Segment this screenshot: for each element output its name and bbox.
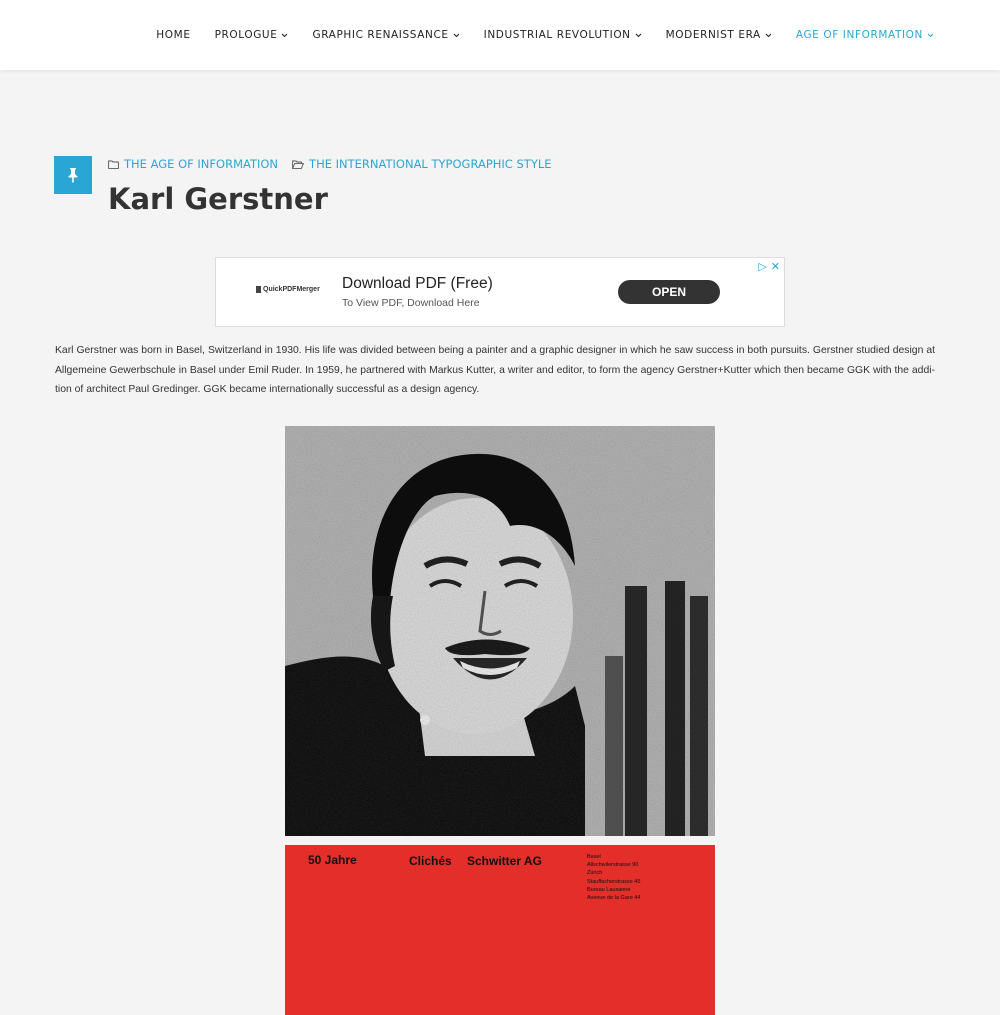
ad-open-button[interactable]: OPEN	[618, 280, 720, 304]
poster-address	[587, 853, 640, 902]
poster-address-line: Zürich	[587, 870, 603, 877]
thumbtack-icon	[66, 167, 80, 183]
close-icon[interactable]: ✕	[770, 261, 780, 273]
adchoices-icon[interactable]: ▷	[758, 261, 767, 273]
folder-open-icon	[292, 160, 304, 169]
nav-graphic-renaissance[interactable]	[312, 29, 459, 41]
chevron-down-icon	[635, 33, 642, 38]
ad-banner[interactable]	[215, 257, 785, 327]
poster-address-line: Bureau Lausanne	[587, 886, 631, 893]
nav-age-of-information[interactable]	[796, 29, 934, 41]
page-title: Karl Gerstner	[108, 182, 328, 216]
portrait-photo	[285, 426, 715, 836]
nav-prologue[interactable]	[215, 29, 289, 41]
poster-cliches: Clichés	[409, 854, 452, 868]
schwitter-poster	[285, 845, 715, 1015]
portrait-image	[285, 426, 715, 836]
category-link-age-of-information[interactable]	[108, 157, 278, 171]
poster-address-line: Avenue de la Gare 44	[587, 895, 641, 902]
document-icon	[256, 286, 261, 293]
post-format-badge	[54, 156, 92, 194]
post-categories	[108, 156, 566, 172]
chevron-down-icon	[281, 33, 288, 38]
nav-prologue-label: PROLOGUE	[214, 29, 278, 41]
nav-home-label: HOME	[156, 29, 191, 41]
nav-graphic-renaissance-label: GRAPHIC RENAISSANCE	[312, 29, 449, 41]
poster-address-line: Basel	[587, 854, 601, 860]
site-header	[0, 0, 1000, 70]
poster-company: Schwitter AG	[467, 854, 542, 868]
nav-industrial-revolution[interactable]	[484, 29, 642, 41]
ad-logo	[256, 286, 320, 293]
poster-years: 50 Jahre	[308, 853, 357, 867]
ad-controls	[754, 260, 780, 273]
main-nav	[156, 0, 934, 70]
nav-home[interactable]	[156, 29, 190, 41]
poster-address-line: Stauffacherstrasse 45	[587, 878, 641, 885]
category-link-international-typographic-style[interactable]	[292, 157, 551, 171]
category-label: THE AGE OF INFORMATION	[124, 157, 279, 171]
nav-industrial-revolution-label: INDUSTRIAL REVOLUTION	[483, 29, 631, 41]
chevron-down-icon	[927, 33, 934, 38]
nav-age-of-information-label: AGE OF INFORMATION	[795, 29, 923, 41]
poster-address-line: Allschwilerstrasse 90	[587, 862, 639, 869]
chevron-down-icon	[453, 33, 460, 38]
ad-headline[interactable]: Download PDF (Free)	[342, 275, 493, 292]
chevron-down-icon	[765, 33, 772, 38]
nav-modernist-era-label: MODERNIST ERA	[665, 29, 761, 41]
category-label: THE INTERNATIONAL TYPOGRAPHIC STYLE	[309, 157, 552, 171]
article-paragraph: Karl Gerstner was born in Basel, Switzerland in 1930. His life was divided between being a painter and a graphic designer in which he saw success in both pursuits. Gerstner studied design at Allgemeine Gewerbschule in Basel under Emil Ruder. In 1959, he partnered with Markus Kutter, a writer and editor, to form the agency Gerstner+Kutter which then became GGK with the addi-tion of architect Paul Gredinger. GGK became internationally successful as a design agency.	[55, 345, 935, 395]
ad-subtext: To View PDF, Download Here	[342, 297, 480, 309]
nav-modernist-era[interactable]	[666, 29, 772, 41]
ad-logo-text: QuickPDFMerger	[263, 286, 320, 293]
folder-icon	[108, 160, 119, 169]
